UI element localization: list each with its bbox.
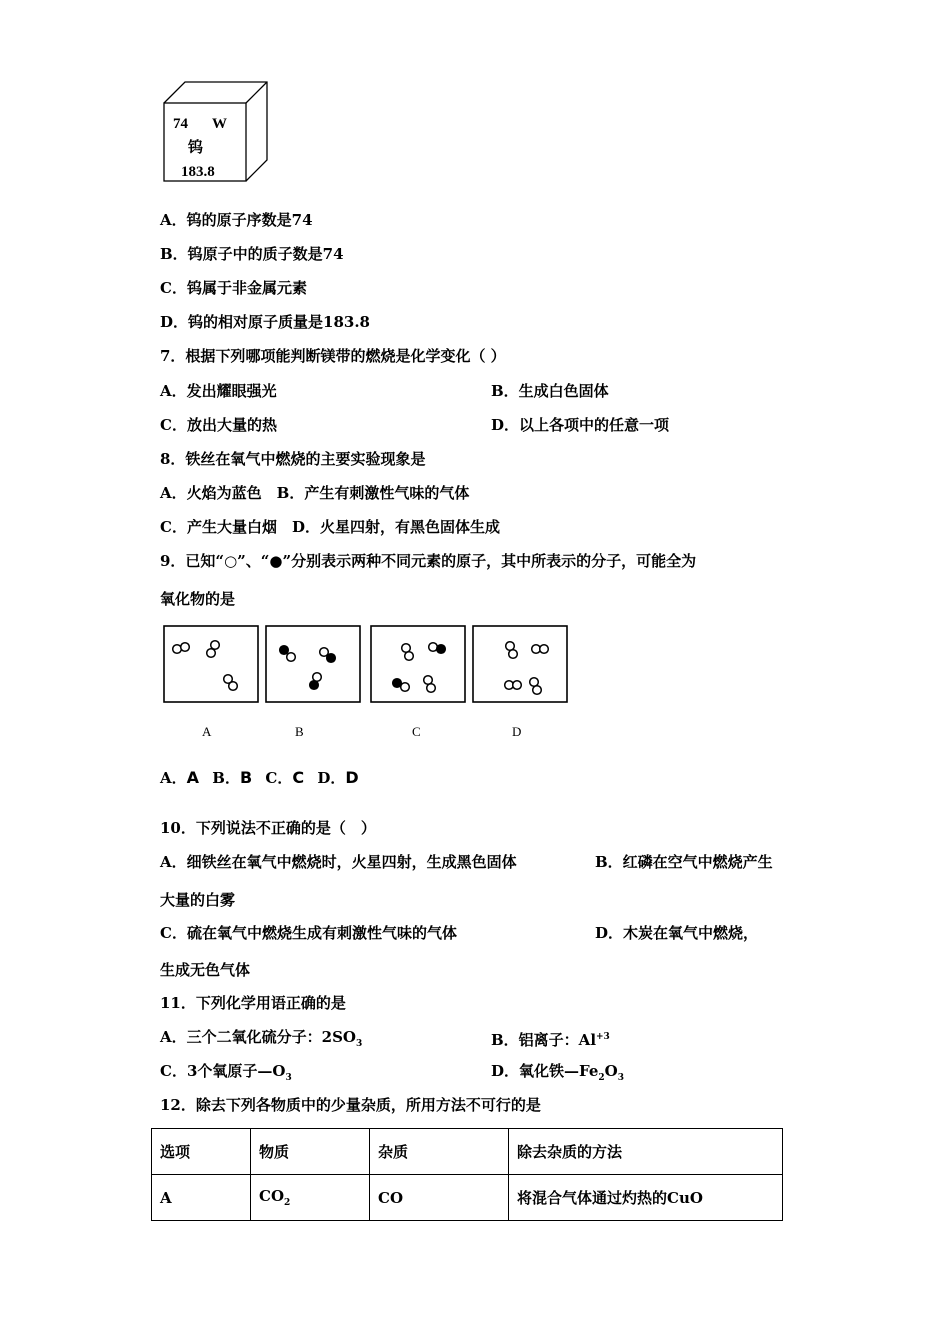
q9-stem-line2: 氧化物的是 xyxy=(160,590,236,608)
q9-option-c-prefix: C． xyxy=(265,769,293,787)
q9-option-b-prefix: B． xyxy=(212,769,240,787)
q10-option-b-continued: 大量的白雾 xyxy=(160,891,236,909)
header-impurity: 杂质 xyxy=(370,1129,509,1175)
row-option: A xyxy=(152,1175,251,1221)
q9-option-d-prefix: D． xyxy=(317,769,346,787)
element-mass: 183.8 xyxy=(181,164,215,180)
q10-stem: 10．下列说法不正确的是（ ） xyxy=(160,819,376,837)
q11-option-a: A．三个二氧化硫分子：$2SO_3$ xyxy=(160,1028,363,1049)
q9-option-a-prefix: A． xyxy=(160,769,187,787)
q12-table xyxy=(151,1128,783,1221)
header-method: 除去杂质的方法 xyxy=(509,1129,783,1175)
row-substance: $CO_2$ xyxy=(251,1175,370,1221)
q7-option-a: A．发出耀眼强光 xyxy=(160,382,277,400)
q9-option-d: D xyxy=(345,768,359,787)
q9-figure-label-c: C xyxy=(412,724,421,739)
q11-option-d: D．氧化铁$—Fe_2O_3$ xyxy=(491,1062,624,1083)
q7-stem: 7．根据下列哪项能判断镁带的燃烧是化学变化（ ） xyxy=(160,347,506,365)
q8-options-line2: C．产生大量白烟 D．火星四射，有黑色固体生成 xyxy=(160,518,500,536)
q12-stem: 12．除去下列各物质中的少量杂质，所用方法不可行的是 xyxy=(160,1096,541,1114)
q6-option-b: B．钨原子中的质子数是74 xyxy=(160,245,344,263)
row-method: 将混合气体通过灼热的CuO xyxy=(509,1175,783,1221)
header-substance: 物质 xyxy=(251,1129,370,1175)
q9-option-c: C xyxy=(292,768,305,787)
q10-option-b: B．红磷在空气中燃烧产生 xyxy=(595,853,773,871)
q10-option-c: C．硫在氧气中燃烧生成有刺激性气味的气体 xyxy=(160,924,457,942)
q9-option-b: B xyxy=(239,768,253,787)
diagram-b-molecules xyxy=(280,646,336,690)
q9-figure-label-a: A xyxy=(202,724,212,739)
q11-stem: 11．下列化学用语正确的是 xyxy=(160,994,346,1012)
q6-option-d: D．钨的相对原子质量是183.8 xyxy=(160,313,370,331)
element-card-figure xyxy=(160,78,272,188)
q9-options xyxy=(160,768,359,788)
q11-option-c: C．3个氧原子$—O_3$ xyxy=(160,1062,292,1083)
header-option: 选项 xyxy=(152,1129,251,1175)
q11-option-b: B．铝离子：$Al^{+3}$ xyxy=(491,1031,610,1049)
element-name: 钨 xyxy=(188,138,204,156)
diagram-c-molecules xyxy=(393,643,446,693)
q9-stem-line1: 9．已知“○”、“●”分别表示两种不同元素的原子，其中所表示的分子，可能全为 xyxy=(160,552,697,570)
q9-figure-label-b: B xyxy=(295,724,304,739)
q10-option-a: A．细铁丝在氧气中燃烧时，火星四射，生成黑色固体 xyxy=(160,853,517,871)
q10-option-d-continued: 生成无色气体 xyxy=(160,961,251,979)
q8-options-line1: A．火焰为蓝色 B．产生有刺激性气味的气体 xyxy=(160,484,470,502)
q7-option-d: D．以上各项中的任意一项 xyxy=(491,416,670,434)
element-atomic-number: 74 xyxy=(173,116,188,132)
q9-option-a: A xyxy=(186,768,200,787)
row-impurity: CO xyxy=(370,1175,509,1221)
table-header-row xyxy=(152,1129,783,1175)
q7-option-b: B．生成白色固体 xyxy=(491,382,609,400)
q6-option-c: C．钨属于非金属元素 xyxy=(160,279,307,297)
q8-stem: 8．铁丝在氧气中燃烧的主要实验现象是 xyxy=(160,450,426,468)
q9-figure-label-d: D xyxy=(512,724,522,739)
q10-option-d: D．木炭在氧气中燃烧， xyxy=(595,924,759,942)
q6-option-a: A．钨的原子序数是74 xyxy=(160,211,313,229)
element-symbol: W xyxy=(212,116,227,132)
table-row xyxy=(152,1175,783,1221)
diagram-a-molecules xyxy=(173,641,238,691)
diagram-d-molecules xyxy=(505,642,549,695)
q7-option-c: C．放出大量的热 xyxy=(160,416,277,434)
q9-molecule-diagrams xyxy=(160,620,580,710)
